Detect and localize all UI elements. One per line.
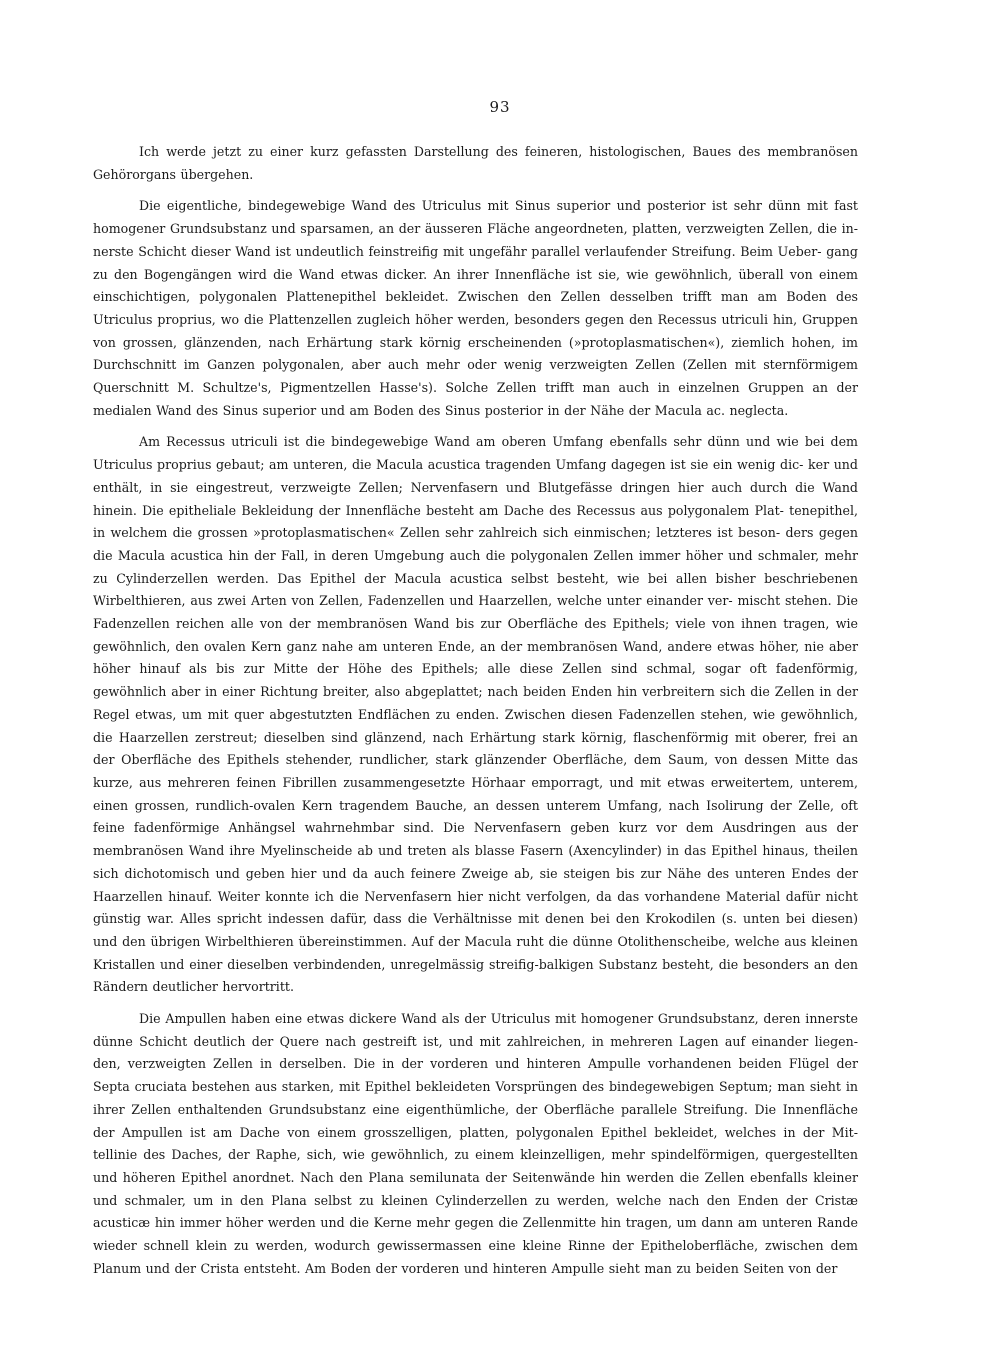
body-text	[93, 141, 858, 1289]
text-line: der Ampullen ist am Dache von einem grosszelligen, platten, polygonalen Epithel bekleidet, welches in der Mit-	[93, 1124, 858, 1140]
text-line: Querschnitt M. Schultze's, Pigmentzellen Hasse's). Solche Zellen trifft man auch in einzelnen Gruppen an der	[93, 380, 858, 396]
text-line: frei an der Oberfläche des Epithels stehender, rundlicher, stark glänzender Oberfläche, dem Saum, von dessen Mitte	[93, 729, 858, 768]
text-line: kleinen Kristallen und einer dieselben verbindenden, unregelmässig streifig-balkigen Substanz besteht, die besonders	[93, 933, 858, 972]
text-line: medialen Wand des Sinus superior und am Boden des Sinus posterior in der Nähe der Macula ac. neglecta.	[93, 402, 789, 418]
text-line: mischt stehen. Die Fadenzellen reichen alle von der membranösen Wand bis zur Oberfläche des Epithels; viele von	[93, 593, 858, 632]
text-line: Utriculus proprius, wo die Plattenzellen zugleich höher werden, besonders gegen den Recessus utriculi hin, Gruppen	[93, 311, 858, 327]
paragraph-1	[93, 141, 858, 186]
text-line: nerste Schicht dieser Wand ist undeutlich feinstreifig mit ungefähr parallel verlaufender Streifung. Beim Ueber-	[93, 243, 822, 259]
text-line: Zellen in der Regel etwas, um mit quer abgestutzten Endflächen zu enden. Zwischen diesen Fadenzellen stehen, wie	[93, 684, 858, 722]
text-line: den, verzweigten Zellen in derselben. Die in der vorderen und hinteren Ampulle vorhandenen beiden Flügel der	[93, 1056, 858, 1072]
text-line: homogener Grundsubstanz und sparsamen, an der äusseren Fläche angeordneten, platten, verzweigten Zellen, die in-	[93, 221, 858, 237]
text-line: nicht günstig war. Alles spricht indessen dafür, dass die Verhältnisse mit denen bei den Krokodilen (s. unten bei	[93, 888, 858, 927]
text-line: einem einschichtigen, polygonalen Plattenepithel bekleidet. Zwischen den Zellen desselben trifft man am Boden des	[93, 266, 858, 305]
paragraph-2	[93, 195, 858, 422]
text-line: in ihrer Zellen enthaltenden Grundsubstanz eine eigenthümliche, der Oberfläche parallele Streifung. Die Innenfläche	[93, 1079, 858, 1117]
text-line: Haarzellen hinauf. Weiter konnte ich die Nervenfasern hier nicht verfolgen, da das vorhandene Material dafür	[93, 888, 826, 904]
text-line: Durchschnitt im Ganzen polygonalen, aber auch mehr oder wenig verzweigten Zellen (Zellen mit sternförmigem	[93, 357, 858, 373]
text-line: membranösen Wand ihre Myelinscheide ab und treten als blasse Fasern (Axencylinder) in das Epithel hinaus, theilen	[93, 843, 858, 859]
text-line: ker und enthält, in sie eingestreut, verzweigte Zellen; Nervenfasern und Blutgefässe dringen hier auch durch die	[93, 457, 858, 495]
text-line: ihnen tragen, wie gewöhnlich, den ovalen Kern ganz nahe am unteren Ende, an der membranösen Wand, andere	[93, 616, 858, 654]
paragraph-4	[93, 1008, 858, 1280]
text-line: tenepithel, in welchem die grossen »protoplasmatischen« Zellen sehr zahlreich sich einmischen; letzteres ist beson-	[93, 502, 858, 541]
text-line: diesen) und den übrigen Wirbelthieren übereinstimmen. Auf der Macula ruht die dünne Otolithenscheibe, welche aus	[93, 911, 858, 949]
page-number: 93	[489, 98, 511, 116]
text-line: gang zu den Bogengängen wird die Wand etwas dicker. An ihrer Innenfläche ist sie, wie gewöhnlich, überall von	[93, 243, 858, 282]
text-line: ders gegen die Macula acustica hin der Fall, in deren Umgebung auch die polygonalen Zellen immer höher und	[93, 525, 858, 563]
text-line: Die eigentliche, bindegewebige Wand des Utriculus mit Sinus superior und posterior ist sehr dünn mit fast	[139, 198, 858, 214]
text-line: Planum und der Crista entsteht. Am Boden der vorderen und hinteren Ampulle sieht man zu beiden Seiten von der	[93, 1260, 838, 1276]
text-line: oft feine fadenförmige Anhängsel wahrnehmbar sind. Die Nervenfasern geben kurz vor dem Ausdringen aus der	[93, 797, 858, 836]
text-line: Gehörorgans übergehen.	[93, 166, 254, 182]
text-line: das kurze, aus mehreren feinen Fibrillen zusammengesetzte Hörhaar emporragt, und mit etwas erweitertem, unterem,	[93, 752, 858, 790]
text-line: sich dichotomisch und geben hier und da auch feinere Zweige ab, sie steigen bis zur Nähe des unteren Endes der	[93, 865, 858, 881]
text-line: gewöhnlich, die Haarzellen zerstreut; dieselben sind glänzend, nach Erhärtung stark körnig, flaschenförmig mit oberer,	[93, 706, 858, 745]
text-line: und höheren Epithel anordnet. Nach den Plana semilunata der Seitenwände hin werden die Zellen ebenfalls kleiner	[93, 1169, 858, 1185]
text-line: Septa cruciata bestehen aus starken, mit Epithel bekleideten Vorsprüngen des bindegewebigen Septum; man sieht	[93, 1079, 846, 1095]
text-line: fadenförmig, gewöhnlich aber in einer Richtung breiter, also abgeplattet; nach beiden Enden hin verbreitern sich die	[93, 661, 858, 700]
text-line: Die Ampullen haben eine etwas dickere Wand als der Utriculus mit homogener Grundsubstanz, deren innerste	[139, 1011, 858, 1027]
text-line: dünne Schicht deutlich der Quere nach gestreift ist, und mit zahlreichen, in mehreren Lagen auf einander liegen-	[93, 1033, 858, 1049]
text-line: Wand hinein. Die epitheliale Bekleidung der Innenfläche besteht am Dache des Recessus aus polygonalem Plat-	[93, 479, 858, 518]
text-line: und schmaler, um in den Plana selbst zu kleinen Cylinderzellen zu werden, welche nach den Enden der Cristæ	[93, 1192, 858, 1208]
text-line: acusticæ hin immer höher werden und die Kerne mehr gegen die Zellenmitte hin tragen, um dann am unteren	[93, 1215, 818, 1231]
paragraph-3	[93, 431, 858, 999]
text-line: an den Rändern deutlicher hervortritt.	[93, 956, 859, 995]
text-line: Rande wieder schnell klein zu werden, wodurch gewissermassen eine kleine Rinne der Epitheloberfläche, zwischen dem	[93, 1215, 858, 1254]
text-line: einen grossen, rundlich-ovalen Kern tragendem Bauche, an dessen unterem Umfang, nach Isolirung der Zelle,	[93, 797, 841, 813]
text-line: beschriebenen Wirbelthieren, aus zwei Arten von Zellen, Fadenzellen und Haarzellen, welche unter einander ver-	[93, 570, 858, 609]
text-line: schmaler, mehr zu Cylinderzellen werden. Das Epithel der Macula acustica selbst besteht, wie bei allen bisher	[93, 547, 858, 586]
text-line: Am Recessus utriculi ist die bindegewebige Wand am oberen Umfang ebenfalls sehr dünn und wie bei dem	[139, 434, 858, 450]
text-line: Utriculus proprius gebaut; am unteren, die Macula acustica tragenden Umfang dagegen ist sie ein wenig dic-	[93, 457, 804, 473]
text-line: von grossen, glänzenden, nach Erhärtung stark körnig erscheinenden (»protoplasmatischen«), ziemlich hohen, im	[93, 334, 858, 350]
text-line: tellinie des Daches, der Raphe, sich, wie gewöhnlich, zu einem kleinzelligen, mehr spindelförmigen, quergestellten	[93, 1147, 858, 1163]
text-line: etwas höher, nie aber höher hinauf als bis zur Mitte der Höhe des Epithels; alle diese Zellen sind schmal, sogar oft	[93, 638, 858, 677]
text-line: Ich werde jetzt zu einer kurz gefassten Darstellung des feineren, histologischen, Baues des membranösen	[139, 144, 858, 159]
